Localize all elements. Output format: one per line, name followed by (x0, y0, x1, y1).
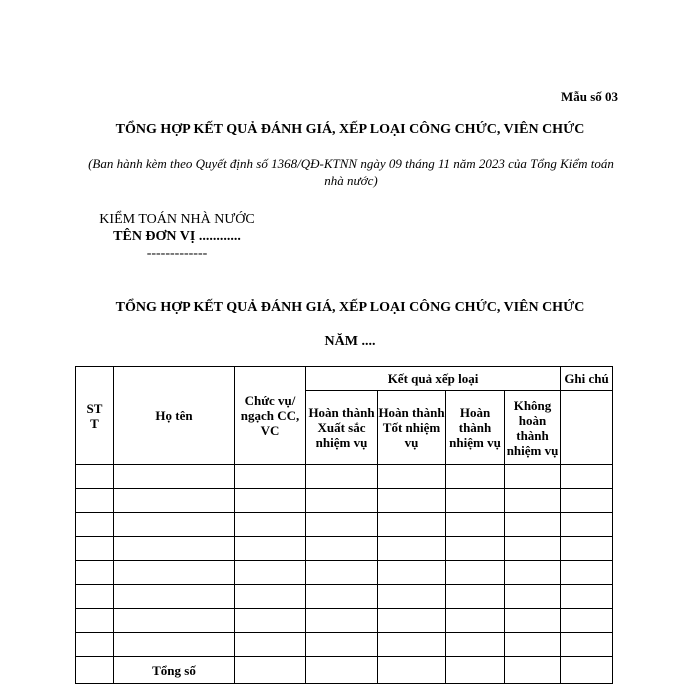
document-subtitle: (Ban hành kèm theo Quyết định số 1368/QĐ-KTNN ngày 09 tháng 11 năm 2023 của Tổng Kiểm toán nhà nước) (88, 156, 614, 188)
header-note: Ghi chú (561, 367, 613, 391)
header-incomplete: Không hoàn thành nhiệm vụ (505, 391, 561, 465)
header-stt: ST T (76, 367, 114, 465)
year-label: NĂM .... (324, 334, 376, 349)
table-row (76, 489, 613, 513)
header-name: Họ tên (114, 367, 235, 465)
header-note-blank (561, 391, 613, 465)
header-position: Chức vụ/ ngạch CC, VC (235, 367, 306, 465)
table-row (76, 633, 613, 657)
table-row (76, 561, 613, 585)
document-title: TỔNG HỢP KẾT QUẢ ĐÁNH GIÁ, XẾP LOẠI CÔNG CHỨC, VIÊN CHỨC (115, 122, 585, 137)
organization-block (82, 211, 272, 262)
header-complete: Hoàn thành nhiệm vụ (446, 391, 505, 465)
table-row (76, 465, 613, 489)
header-good: Hoàn thành Tốt nhiệm vụ (378, 391, 446, 465)
table-row (76, 537, 613, 561)
table-row (76, 585, 613, 609)
unit-name: TÊN ĐƠN VỊ ............ (113, 229, 241, 244)
total-label: Tổng số (114, 657, 235, 684)
table-row (76, 609, 613, 633)
section-title: TỔNG HỢP KẾT QUẢ ĐÁNH GIÁ, XẾP LOẠI CÔNG CHỨC, VIÊN CHỨC (115, 300, 585, 315)
header-result-group: Kết quả xếp loại (306, 367, 561, 391)
form-number: Mẫu số 03 (560, 89, 618, 104)
header-excellent: Hoàn thành Xuất sắc nhiệm vụ (306, 391, 378, 465)
total-row (76, 657, 613, 684)
agency-name: KIỂM TOÁN NHÀ NƯỚC (99, 212, 255, 227)
results-table (75, 366, 613, 684)
table-row (76, 513, 613, 537)
org-divider: ------------- (146, 246, 208, 261)
